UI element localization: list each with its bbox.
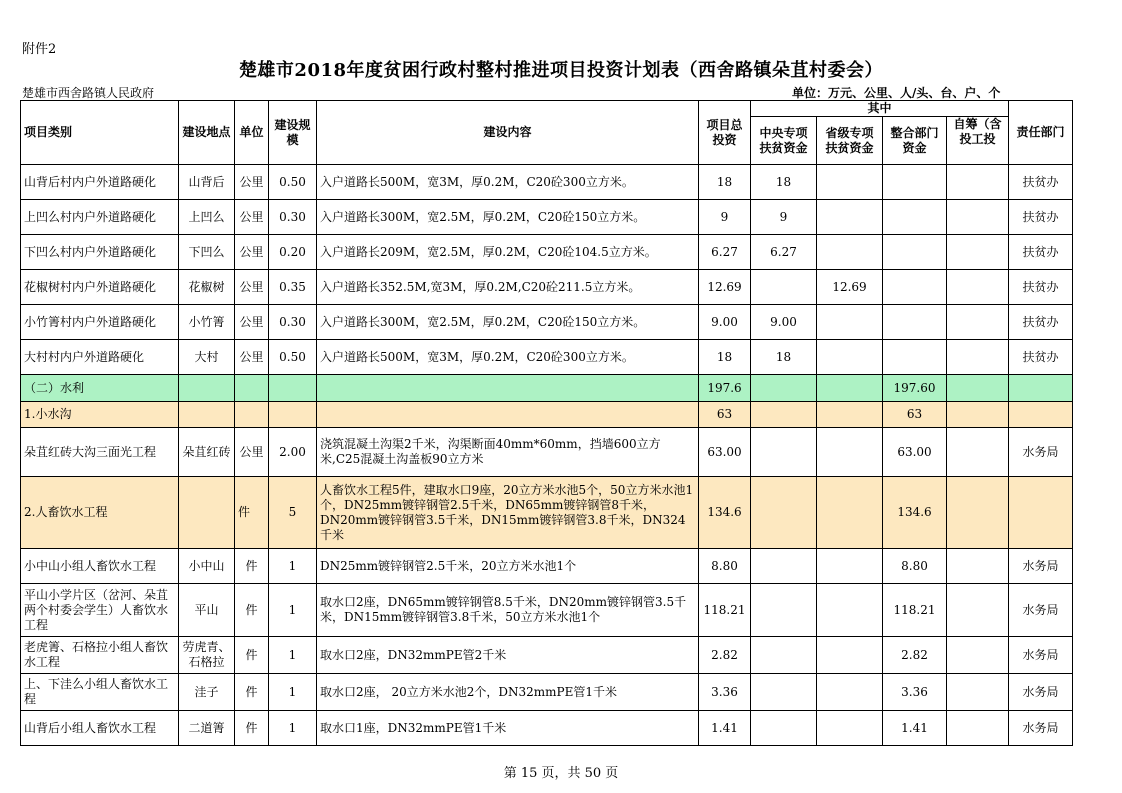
cell-location: 劳虎青、石格拉	[179, 637, 235, 674]
cell-dept	[1009, 375, 1073, 402]
table-row	[21, 270, 1073, 305]
cell-integrated	[883, 235, 947, 270]
cell-central	[751, 477, 817, 549]
cell-content: 取水口2座，DN65mm镀锌钢管8.5千米，DN20mm镀锌钢管3.5千米，DN15mm镀锌钢管3.8千米，50立方米水池1个	[317, 584, 699, 637]
cell-dept: 水务局	[1009, 674, 1073, 711]
cell-scale: 0.30	[269, 305, 317, 340]
cell-self	[947, 477, 1009, 549]
cell-dept: 水务局	[1009, 584, 1073, 637]
header-unit: 单位	[235, 101, 269, 165]
cell-scale	[269, 375, 317, 402]
cell-unit: 公里	[235, 340, 269, 375]
cell-location: 山背后	[179, 165, 235, 200]
cell-total: 197.6	[699, 375, 751, 402]
table-row	[21, 674, 1073, 711]
cell-self	[947, 375, 1009, 402]
table-row	[21, 235, 1073, 270]
cell-integrated	[883, 270, 947, 305]
cell-central	[751, 270, 817, 305]
cell-dept: 扶贫办	[1009, 270, 1073, 305]
cell-total: 18	[699, 340, 751, 375]
cell-self	[947, 235, 1009, 270]
cell-unit: 件	[235, 711, 269, 746]
cell-category: 上凹么村内户外道路硬化	[21, 200, 179, 235]
cell-total: 9.00	[699, 305, 751, 340]
cell-total: 3.36	[699, 674, 751, 711]
header-scale: 建设规模	[269, 101, 317, 165]
cell-location: 二道箐	[179, 711, 235, 746]
cell-location: 小竹箐	[179, 305, 235, 340]
cell-location	[179, 477, 235, 549]
cell-category: 1.小水沟	[21, 402, 179, 428]
cell-self	[947, 402, 1009, 428]
table-row	[21, 428, 1073, 477]
cell-scale: 0.30	[269, 200, 317, 235]
section-row-small-ditch	[21, 402, 1073, 428]
cell-content	[317, 375, 699, 402]
cell-provincial	[817, 584, 883, 637]
cell-provincial	[817, 402, 883, 428]
cell-content: 取水口2座，DN32mmPE管2千米	[317, 637, 699, 674]
header-category: 项目类别	[21, 101, 179, 165]
cell-unit: 件	[235, 477, 269, 549]
header-among: 其中	[751, 101, 1009, 117]
cell-scale: 0.50	[269, 165, 317, 200]
cell-integrated: 8.80	[883, 549, 947, 584]
cell-central: 18	[751, 165, 817, 200]
cell-content: 入户道路长300M，宽2.5M，厚0.2M，C20砼150立方米。	[317, 200, 699, 235]
cell-total: 63	[699, 402, 751, 428]
table-row	[21, 711, 1073, 746]
cell-scale	[269, 402, 317, 428]
table-row	[21, 200, 1073, 235]
header-integrated: 整合部门资金	[883, 117, 947, 165]
cell-location: 小中山	[179, 549, 235, 584]
cell-content: 取水口2座， 20立方米水池2个，DN32mmPE管1千米	[317, 674, 699, 711]
cell-self	[947, 270, 1009, 305]
unit-note: 单位：万元、公里、人/头、台、户、个	[792, 86, 1001, 100]
cell-total: 63.00	[699, 428, 751, 477]
cell-scale: 2.00	[269, 428, 317, 477]
cell-unit: 公里	[235, 165, 269, 200]
cell-content: 入户道路长500M，宽3M，厚0.2M，C20砼300立方米。	[317, 165, 699, 200]
cell-dept: 水务局	[1009, 711, 1073, 746]
cell-location: 朵苴红砖	[179, 428, 235, 477]
section-row-water	[21, 375, 1073, 402]
cell-scale: 1	[269, 711, 317, 746]
cell-dept	[1009, 477, 1073, 549]
cell-location	[179, 402, 235, 428]
cell-category: 下凹么村内户外道路硬化	[21, 235, 179, 270]
cell-location: 下凹么	[179, 235, 235, 270]
cell-content: 取水口1座，DN32mmPE管1千米	[317, 711, 699, 746]
cell-provincial	[817, 674, 883, 711]
cell-provincial	[817, 340, 883, 375]
cell-integrated	[883, 305, 947, 340]
cell-self	[947, 584, 1009, 637]
table-row	[21, 637, 1073, 674]
cell-self	[947, 165, 1009, 200]
cell-unit: 公里	[235, 235, 269, 270]
cell-integrated	[883, 340, 947, 375]
investment-plan-table	[20, 100, 1073, 746]
cell-self	[947, 200, 1009, 235]
cell-integrated: 1.41	[883, 711, 947, 746]
cell-provincial	[817, 200, 883, 235]
cell-total: 18	[699, 165, 751, 200]
cell-category: （二）水利	[21, 375, 179, 402]
cell-integrated	[883, 165, 947, 200]
cell-scale: 0.50	[269, 340, 317, 375]
cell-category: 山背后村内户外道路硬化	[21, 165, 179, 200]
cell-integrated: 2.82	[883, 637, 947, 674]
table-row	[21, 165, 1073, 200]
cell-total: 12.69	[699, 270, 751, 305]
cell-dept	[1009, 402, 1073, 428]
cell-scale: 1	[269, 637, 317, 674]
cell-total: 1.41	[699, 711, 751, 746]
cell-content	[317, 402, 699, 428]
cell-scale: 1	[269, 549, 317, 584]
cell-category: 2.人畜饮水工程	[21, 477, 179, 549]
cell-integrated: 134.6	[883, 477, 947, 549]
cell-unit: 件	[235, 584, 269, 637]
cell-self	[947, 674, 1009, 711]
cell-dept: 扶贫办	[1009, 200, 1073, 235]
cell-central	[751, 637, 817, 674]
cell-category: 朵苴红砖大沟三面光工程	[21, 428, 179, 477]
cell-provincial	[817, 637, 883, 674]
cell-provincial	[817, 165, 883, 200]
cell-provincial	[817, 305, 883, 340]
cell-total: 6.27	[699, 235, 751, 270]
cell-integrated: 197.60	[883, 375, 947, 402]
cell-dept: 扶贫办	[1009, 305, 1073, 340]
cell-content: 人畜饮水工程5件，建取水口9座，20立方米水池5个，50立方米水池1个，DN25mm镀锌钢管2.5千米，DN65mm镀锌钢管8千米，DN20mm镀锌钢管3.5千米，DN15mm镀锌钢管3.8千米，DN324千米	[317, 477, 699, 549]
header-self: 自筹（含投工投	[947, 117, 1009, 165]
cell-integrated: 63.00	[883, 428, 947, 477]
cell-scale: 0.20	[269, 235, 317, 270]
header-central: 中央专项扶贫资金	[751, 117, 817, 165]
cell-provincial	[817, 477, 883, 549]
header-location: 建设地点	[179, 101, 235, 165]
section-row-drinking-water	[21, 477, 1073, 549]
cell-unit: 公里	[235, 200, 269, 235]
cell-self	[947, 637, 1009, 674]
cell-self	[947, 340, 1009, 375]
cell-central	[751, 375, 817, 402]
cell-location: 洼子	[179, 674, 235, 711]
cell-total: 2.82	[699, 637, 751, 674]
cell-provincial	[817, 711, 883, 746]
cell-content: DN25mm镀锌钢管2.5千米，20立方米水池1个	[317, 549, 699, 584]
cell-central	[751, 584, 817, 637]
header-dept: 责任部门	[1009, 101, 1073, 165]
cell-location	[179, 375, 235, 402]
cell-integrated	[883, 200, 947, 235]
cell-location: 平山	[179, 584, 235, 637]
cell-scale: 1	[269, 674, 317, 711]
cell-self	[947, 428, 1009, 477]
cell-provincial	[817, 375, 883, 402]
cell-central	[751, 402, 817, 428]
header-content: 建设内容	[317, 101, 699, 165]
table-row	[21, 305, 1073, 340]
cell-unit	[235, 402, 269, 428]
cell-central	[751, 549, 817, 584]
cell-provincial	[817, 549, 883, 584]
cell-dept: 水务局	[1009, 428, 1073, 477]
cell-central: 9.00	[751, 305, 817, 340]
cell-unit	[235, 375, 269, 402]
cell-central: 18	[751, 340, 817, 375]
cell-category: 小中山小组人畜饮水工程	[21, 549, 179, 584]
organization-name: 楚雄市西舍路镇人民政府	[22, 86, 155, 100]
cell-unit: 件	[235, 549, 269, 584]
cell-provincial	[817, 235, 883, 270]
cell-central	[751, 674, 817, 711]
cell-location: 上凹么	[179, 200, 235, 235]
table-row	[21, 340, 1073, 375]
cell-total: 118.21	[699, 584, 751, 637]
cell-scale: 5	[269, 477, 317, 549]
cell-category: 平山小学片区（岔河、朵苴两个村委会学生）人畜饮水工程	[21, 584, 179, 637]
cell-content: 入户道路长352.5M,宽3M，厚0.2M,C20砼211.5立方米。	[317, 270, 699, 305]
cell-self	[947, 711, 1009, 746]
cell-integrated: 63	[883, 402, 947, 428]
cell-total: 134.6	[699, 477, 751, 549]
cell-self	[947, 549, 1009, 584]
cell-unit: 件	[235, 637, 269, 674]
cell-category: 小竹箐村内户外道路硬化	[21, 305, 179, 340]
cell-central	[751, 711, 817, 746]
cell-content: 浇筑混凝土沟渠2千米，沟渠断面40mm*60mm，挡墙600立方米,C25混凝土沟盖板90立方米	[317, 428, 699, 477]
cell-category: 大村村内户外道路硬化	[21, 340, 179, 375]
cell-dept: 扶贫办	[1009, 340, 1073, 375]
cell-total: 9	[699, 200, 751, 235]
cell-category: 上、下洼么小组人畜饮水工程	[21, 674, 179, 711]
cell-unit: 公里	[235, 428, 269, 477]
cell-dept: 水务局	[1009, 637, 1073, 674]
cell-central	[751, 428, 817, 477]
cell-provincial: 12.69	[817, 270, 883, 305]
cell-content: 入户道路长209M，宽2.5M，厚0.2M，C20砼104.5立方米。	[317, 235, 699, 270]
attachment-label: 附件2	[22, 42, 57, 57]
cell-category: 山背后小组人畜饮水工程	[21, 711, 179, 746]
cell-unit: 公里	[235, 270, 269, 305]
cell-central: 6.27	[751, 235, 817, 270]
cell-self	[947, 305, 1009, 340]
page-number: 第 15 页，共 50 页	[503, 766, 619, 781]
cell-scale: 0.35	[269, 270, 317, 305]
header-total: 项目总投资	[699, 101, 751, 165]
page-title: 楚雄市2018年度贫困行政村整村推进项目投资计划表（西舍路镇朵苴村委会）	[238, 60, 884, 81]
cell-content: 入户道路长500M，宽3M，厚0.2M，C20砼300立方米。	[317, 340, 699, 375]
cell-provincial	[817, 428, 883, 477]
cell-unit: 件	[235, 674, 269, 711]
cell-category: 老虎箐、石格拉小组人畜饮水工程	[21, 637, 179, 674]
cell-category: 花椒树村内户外道路硬化	[21, 270, 179, 305]
table-row	[21, 584, 1073, 637]
cell-content: 入户道路长300M，宽2.5M，厚0.2M，C20砼150立方米。	[317, 305, 699, 340]
cell-scale: 1	[269, 584, 317, 637]
cell-unit: 公里	[235, 305, 269, 340]
cell-dept: 扶贫办	[1009, 165, 1073, 200]
cell-location: 花椒树	[179, 270, 235, 305]
header-provincial: 省级专项扶贫资金	[817, 117, 883, 165]
cell-location: 大村	[179, 340, 235, 375]
cell-integrated: 118.21	[883, 584, 947, 637]
cell-central: 9	[751, 200, 817, 235]
cell-dept: 扶贫办	[1009, 235, 1073, 270]
cell-total: 8.80	[699, 549, 751, 584]
cell-integrated: 3.36	[883, 674, 947, 711]
cell-dept: 水务局	[1009, 549, 1073, 584]
table-row	[21, 549, 1073, 584]
